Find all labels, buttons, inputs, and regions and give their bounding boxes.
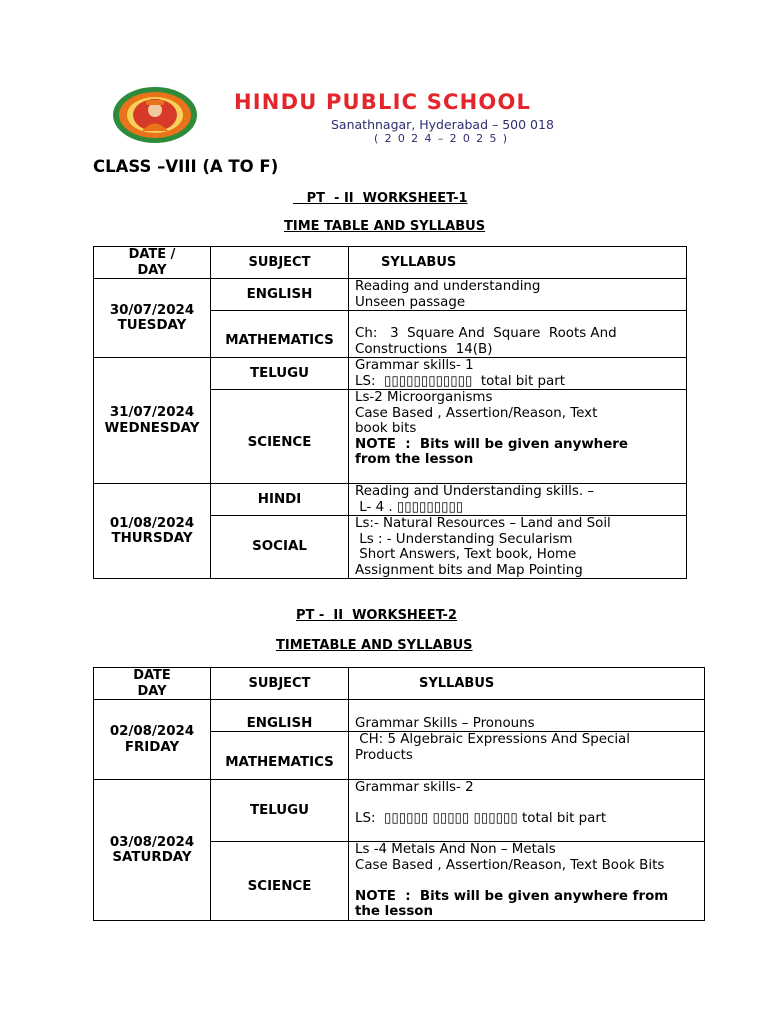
subject-cell: ENGLISH [211,279,349,311]
worksheet1-table [93,246,687,579]
note-text: NOTE : Bits will be given anywhere from [355,888,669,904]
note-text: NOTE : Bits will be given anywhere [355,436,628,452]
worksheet1-title: PT - II WORKSHEET-1 [293,191,468,206]
school-header [96,84,640,148]
syllabus-cell: CH: 5 Algebraic Expressions And Special Products [349,732,705,780]
syllabus-cell: Reading and Understanding skills. – L- 4 . ▯▯▯▯▯▯▯▯▯ [349,484,687,516]
table-row [94,780,705,842]
date-cell: 01/08/2024 THURSDAY [94,484,211,579]
date-day-header: DATE / DAY [94,247,211,279]
subject-cell: TELUGU [211,780,349,842]
class-title: CLASS –VIII (A TO F) [93,157,279,176]
syllabus-cell: Grammar skills- 1 LS: ▯▯▯▯▯▯▯▯▯▯▯▯ total bit part [349,358,687,390]
school-logo-icon [112,86,198,144]
worksheet2-title: PT - II WORKSHEET-2 [296,608,457,623]
subject-cell: HINDI [211,484,349,516]
table-header-row [94,247,687,279]
subject-cell: SCIENCE [211,390,349,484]
date-cell: 30/07/2024 TUESDAY [94,279,211,358]
syllabus-cell: Ls -4 Metals And Non – Metals Case Based , Assertion/Reason, Text Book Bits NOTE : Bits will be given anywhere from the lesson [349,842,705,921]
subject-cell: MATHEMATICS [211,311,349,358]
table-header-row [94,668,705,700]
school-name: HINDU PUBLIC SCHOOL [234,90,532,114]
subject-cell: SOCIAL [211,516,349,579]
subject-cell: TELUGU [211,358,349,390]
table-row [94,700,705,732]
subject-cell: MATHEMATICS [211,732,349,780]
worksheet2-subtitle: TIMETABLE AND SYLLABUS [276,638,473,653]
worksheet1-subtitle: TIME TABLE AND SYLLABUS [284,219,486,234]
table-row [94,279,687,311]
subject-cell: ENGLISH [211,700,349,732]
subject-header: SUBJECT [211,247,349,279]
syllabus-cell: Reading and understanding Unseen passage [349,279,687,311]
worksheet2-table [93,667,705,921]
subject-header: SUBJECT [211,668,349,700]
subject-cell: SCIENCE [211,842,349,921]
date-day-header: DATE DAY [94,668,211,700]
table-row [94,358,687,390]
syllabus-cell: Grammar Skills – Pronouns [349,700,705,732]
syllabus-header: SYLLABUS [349,668,705,700]
syllabus-cell: Grammar skills- 2 LS: ▯▯▯▯▯▯ ▯▯▯▯▯ ▯▯▯▯▯▯ total bit part [349,780,705,842]
syllabus-cell: Ch: 3 Square And Square Roots And Constructions 14(B) [349,311,687,358]
school-address: Sanathnagar, Hyderabad – 500 018 [331,117,554,132]
date-cell: 03/08/2024 SATURDAY [94,780,211,921]
academic-year: ( 2 0 2 4 – 2 0 2 5 ) [374,132,509,145]
date-cell: 31/07/2024 WEDNESDAY [94,358,211,484]
date-cell: 02/08/2024 FRIDAY [94,700,211,780]
syllabus-cell: Ls:- Natural Resources – Land and Soil Ls : - Understanding Secularism Short Answers, Text book, Home Assignment bits and Map Pointing [349,516,687,579]
table-row [94,484,687,516]
syllabus-header: SYLLABUS [349,247,687,279]
syllabus-cell: Ls-2 Microorganisms Case Based , Assertion/Reason, Text book bits NOTE : Bits will be given anywhere from the lesson [349,390,687,484]
